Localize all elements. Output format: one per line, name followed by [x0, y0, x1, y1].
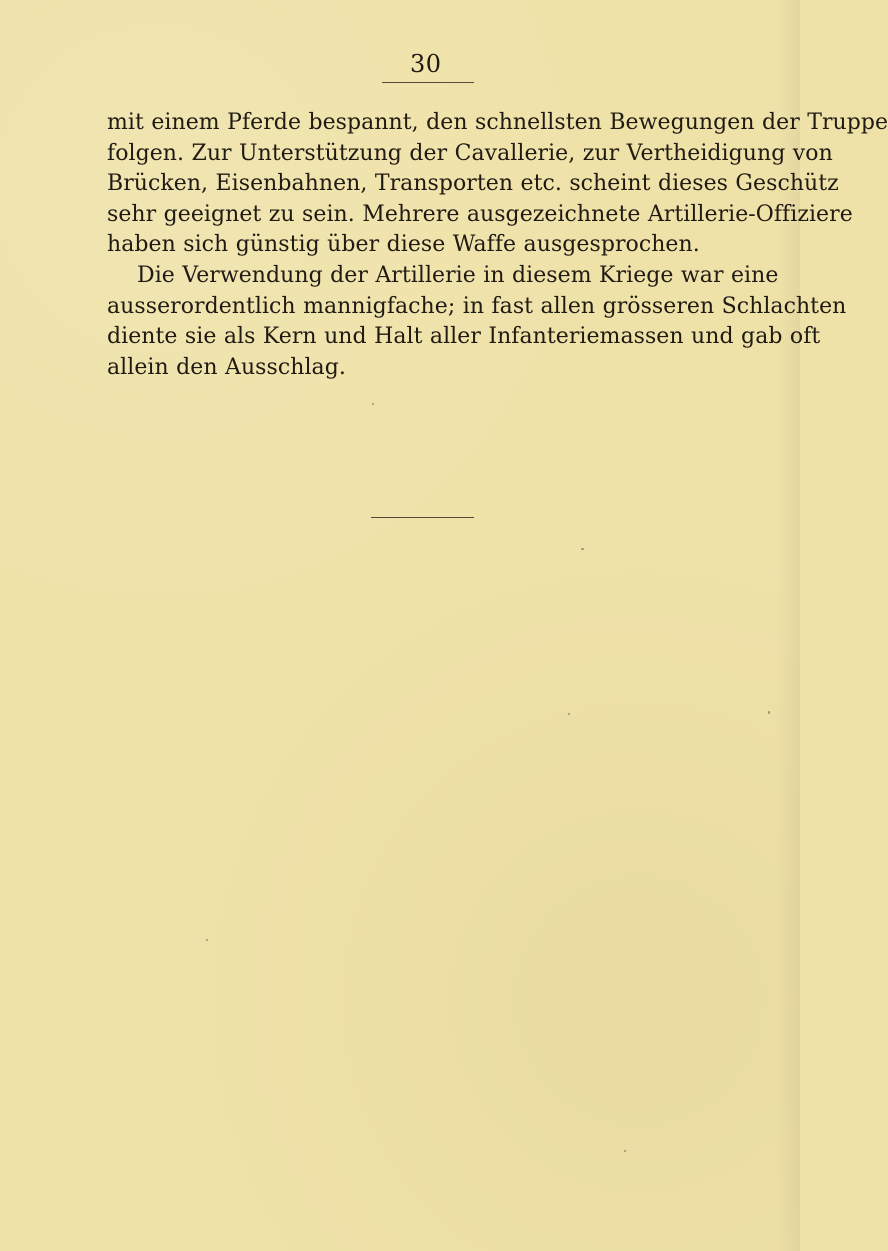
paper-speck [581, 548, 584, 550]
paper-speck [768, 711, 770, 714]
paper-speck [372, 403, 374, 405]
text-line-7: ausserordentlich mannigfache; in fast allen grösseren Schlachten [107, 293, 847, 319]
section-divider [371, 517, 474, 518]
text-line-4: sehr geeignet zu sein. Mehrere ausgezeichnete Artillerie-Offiziere [107, 201, 853, 227]
main-text-block [107, 108, 888, 383]
paper-speck [624, 1150, 626, 1152]
text-line-9: allein den Ausschlag. [107, 354, 346, 380]
text-line-8: diente sie als Kern und Halt aller Infanteriemassen und gab oft [107, 324, 821, 350]
text-line-6: Die Verwendung der Artillerie in diesem Kriege war eine [137, 262, 779, 288]
page-number: 30 [410, 50, 442, 78]
text-line-1: mit einem Pferde bespannt, den schnellsten Bewegungen der Truppe [107, 110, 888, 135]
page-number-rule [382, 82, 474, 83]
text-line-5: haben sich günstig über diese Waffe ausgesprochen. [107, 232, 700, 258]
paper-speck [568, 713, 570, 715]
paper-speck [206, 939, 208, 941]
text-line-2: folgen. Zur Unterstützung der Cavallerie, zur Vertheidigung von [107, 140, 833, 166]
text-line-3: Brücken, Eisenbahnen, Transporten etc. scheint dieses Geschütz [107, 171, 839, 197]
